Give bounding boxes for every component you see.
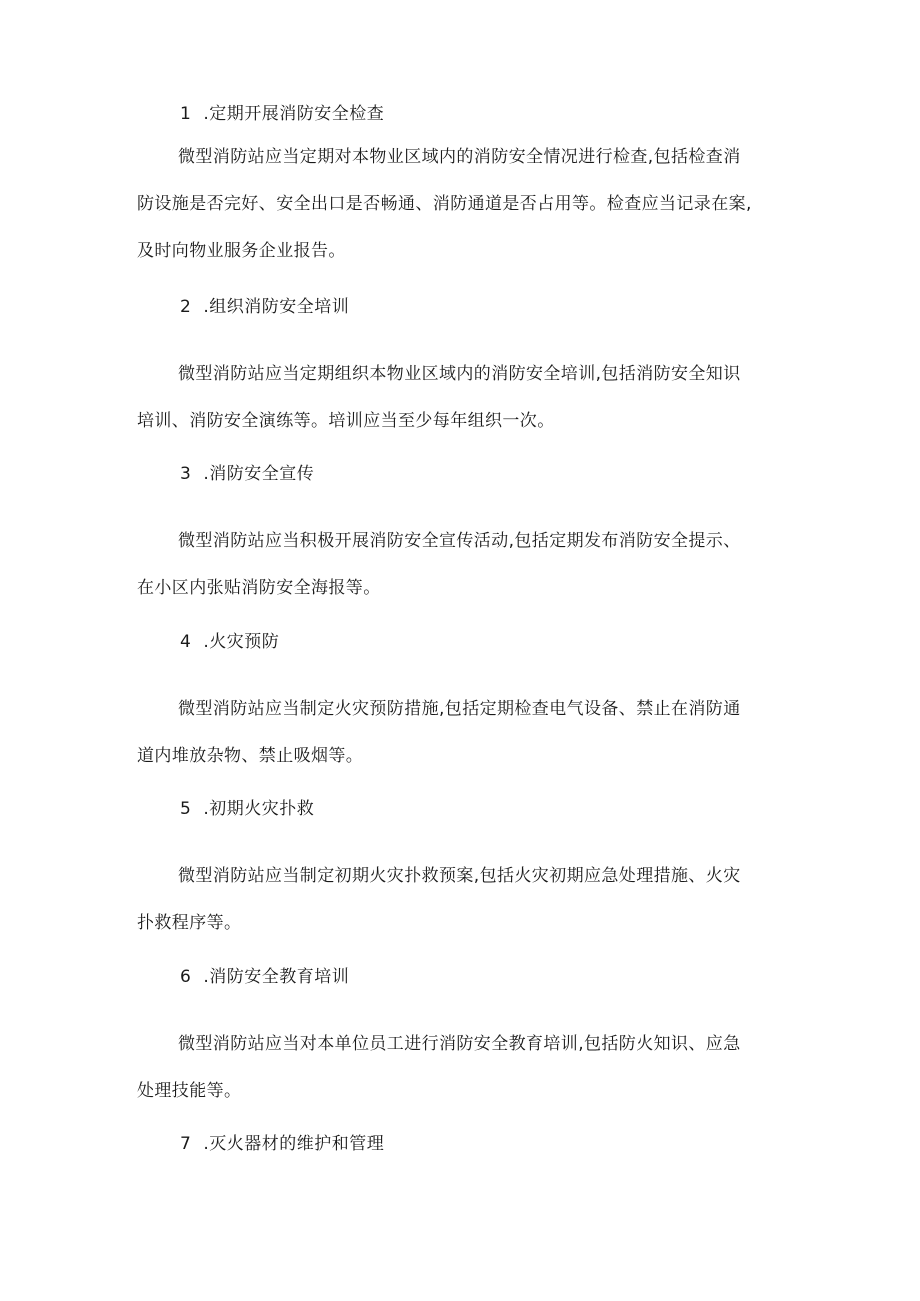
section-1-title: .定期开展消防安全检查: [203, 104, 385, 124]
paragraph-line: 扑救程序等。: [137, 913, 242, 933]
section-3-title: .消防安全宣传: [203, 464, 315, 484]
section-2-heading: [180, 295, 349, 319]
section-5-paragraph: [137, 864, 797, 958]
section-4-title: .火灾预防: [203, 632, 280, 652]
section-1-number: 1: [180, 104, 192, 124]
section-2-title: .组织消防安全培训: [203, 297, 350, 317]
paragraph-line: 微型消防站应当对本单位员工进行消防安全教育培训,包括防火知识、应急: [178, 1034, 741, 1054]
section-3-paragraph: [137, 529, 797, 623]
section-6-heading: [180, 965, 349, 989]
section-1-heading: [180, 102, 384, 126]
section-5-number: 5: [180, 799, 192, 819]
section-2-number: 2: [180, 297, 192, 317]
paragraph-line: 处理技能等。: [137, 1081, 242, 1101]
section-5-heading: [180, 797, 314, 821]
section-6-title: .消防安全教育培训: [203, 967, 350, 987]
paragraph-line: 微型消防站应当定期对本物业区域内的消防安全情况进行检查,包括检查消: [178, 147, 741, 167]
section-6-number: 6: [180, 967, 192, 987]
section-5-title: .初期火灾扑救: [203, 799, 315, 819]
paragraph-line: 在小区内张贴消防安全海报等。: [137, 578, 381, 598]
section-1-paragraph: [137, 145, 797, 286]
section-4-number: 4: [180, 632, 192, 652]
section-3-heading: [180, 462, 314, 486]
section-7-heading: [180, 1132, 384, 1156]
paragraph-line: 防设施是否完好、安全出口是否畅通、消防通道是否占用等。检查应当记录在案,: [137, 194, 752, 214]
section-3-number: 3: [180, 464, 192, 484]
paragraph-line: 微型消防站应当制定火灾预防措施,包括定期检查电气设备、禁止在消防通: [178, 699, 741, 719]
paragraph-line: 道内堆放杂物、禁止吸烟等。: [137, 746, 364, 766]
section-2-paragraph: [137, 362, 797, 456]
section-4-paragraph: [137, 697, 797, 791]
section-7-title: .灭火器材的维护和管理: [203, 1134, 385, 1154]
paragraph-line: 培训、消防安全演练等。培训应当至少每年组织一次。: [137, 411, 555, 431]
paragraph-line: 及时向物业服务企业报告。: [137, 241, 346, 261]
paragraph-line: 微型消防站应当定期组织本物业区域内的消防安全培训,包括消防安全知识: [178, 364, 741, 384]
section-7-number: 7: [180, 1134, 192, 1154]
section-6-paragraph: [137, 1032, 797, 1126]
paragraph-line: 微型消防站应当积极开展消防安全宣传活动,包括定期发布消防安全提示、: [178, 531, 741, 551]
section-4-heading: [180, 630, 279, 654]
paragraph-line: 微型消防站应当制定初期火灾扑救预案,包括火灾初期应急处理措施、火灾: [178, 866, 741, 886]
